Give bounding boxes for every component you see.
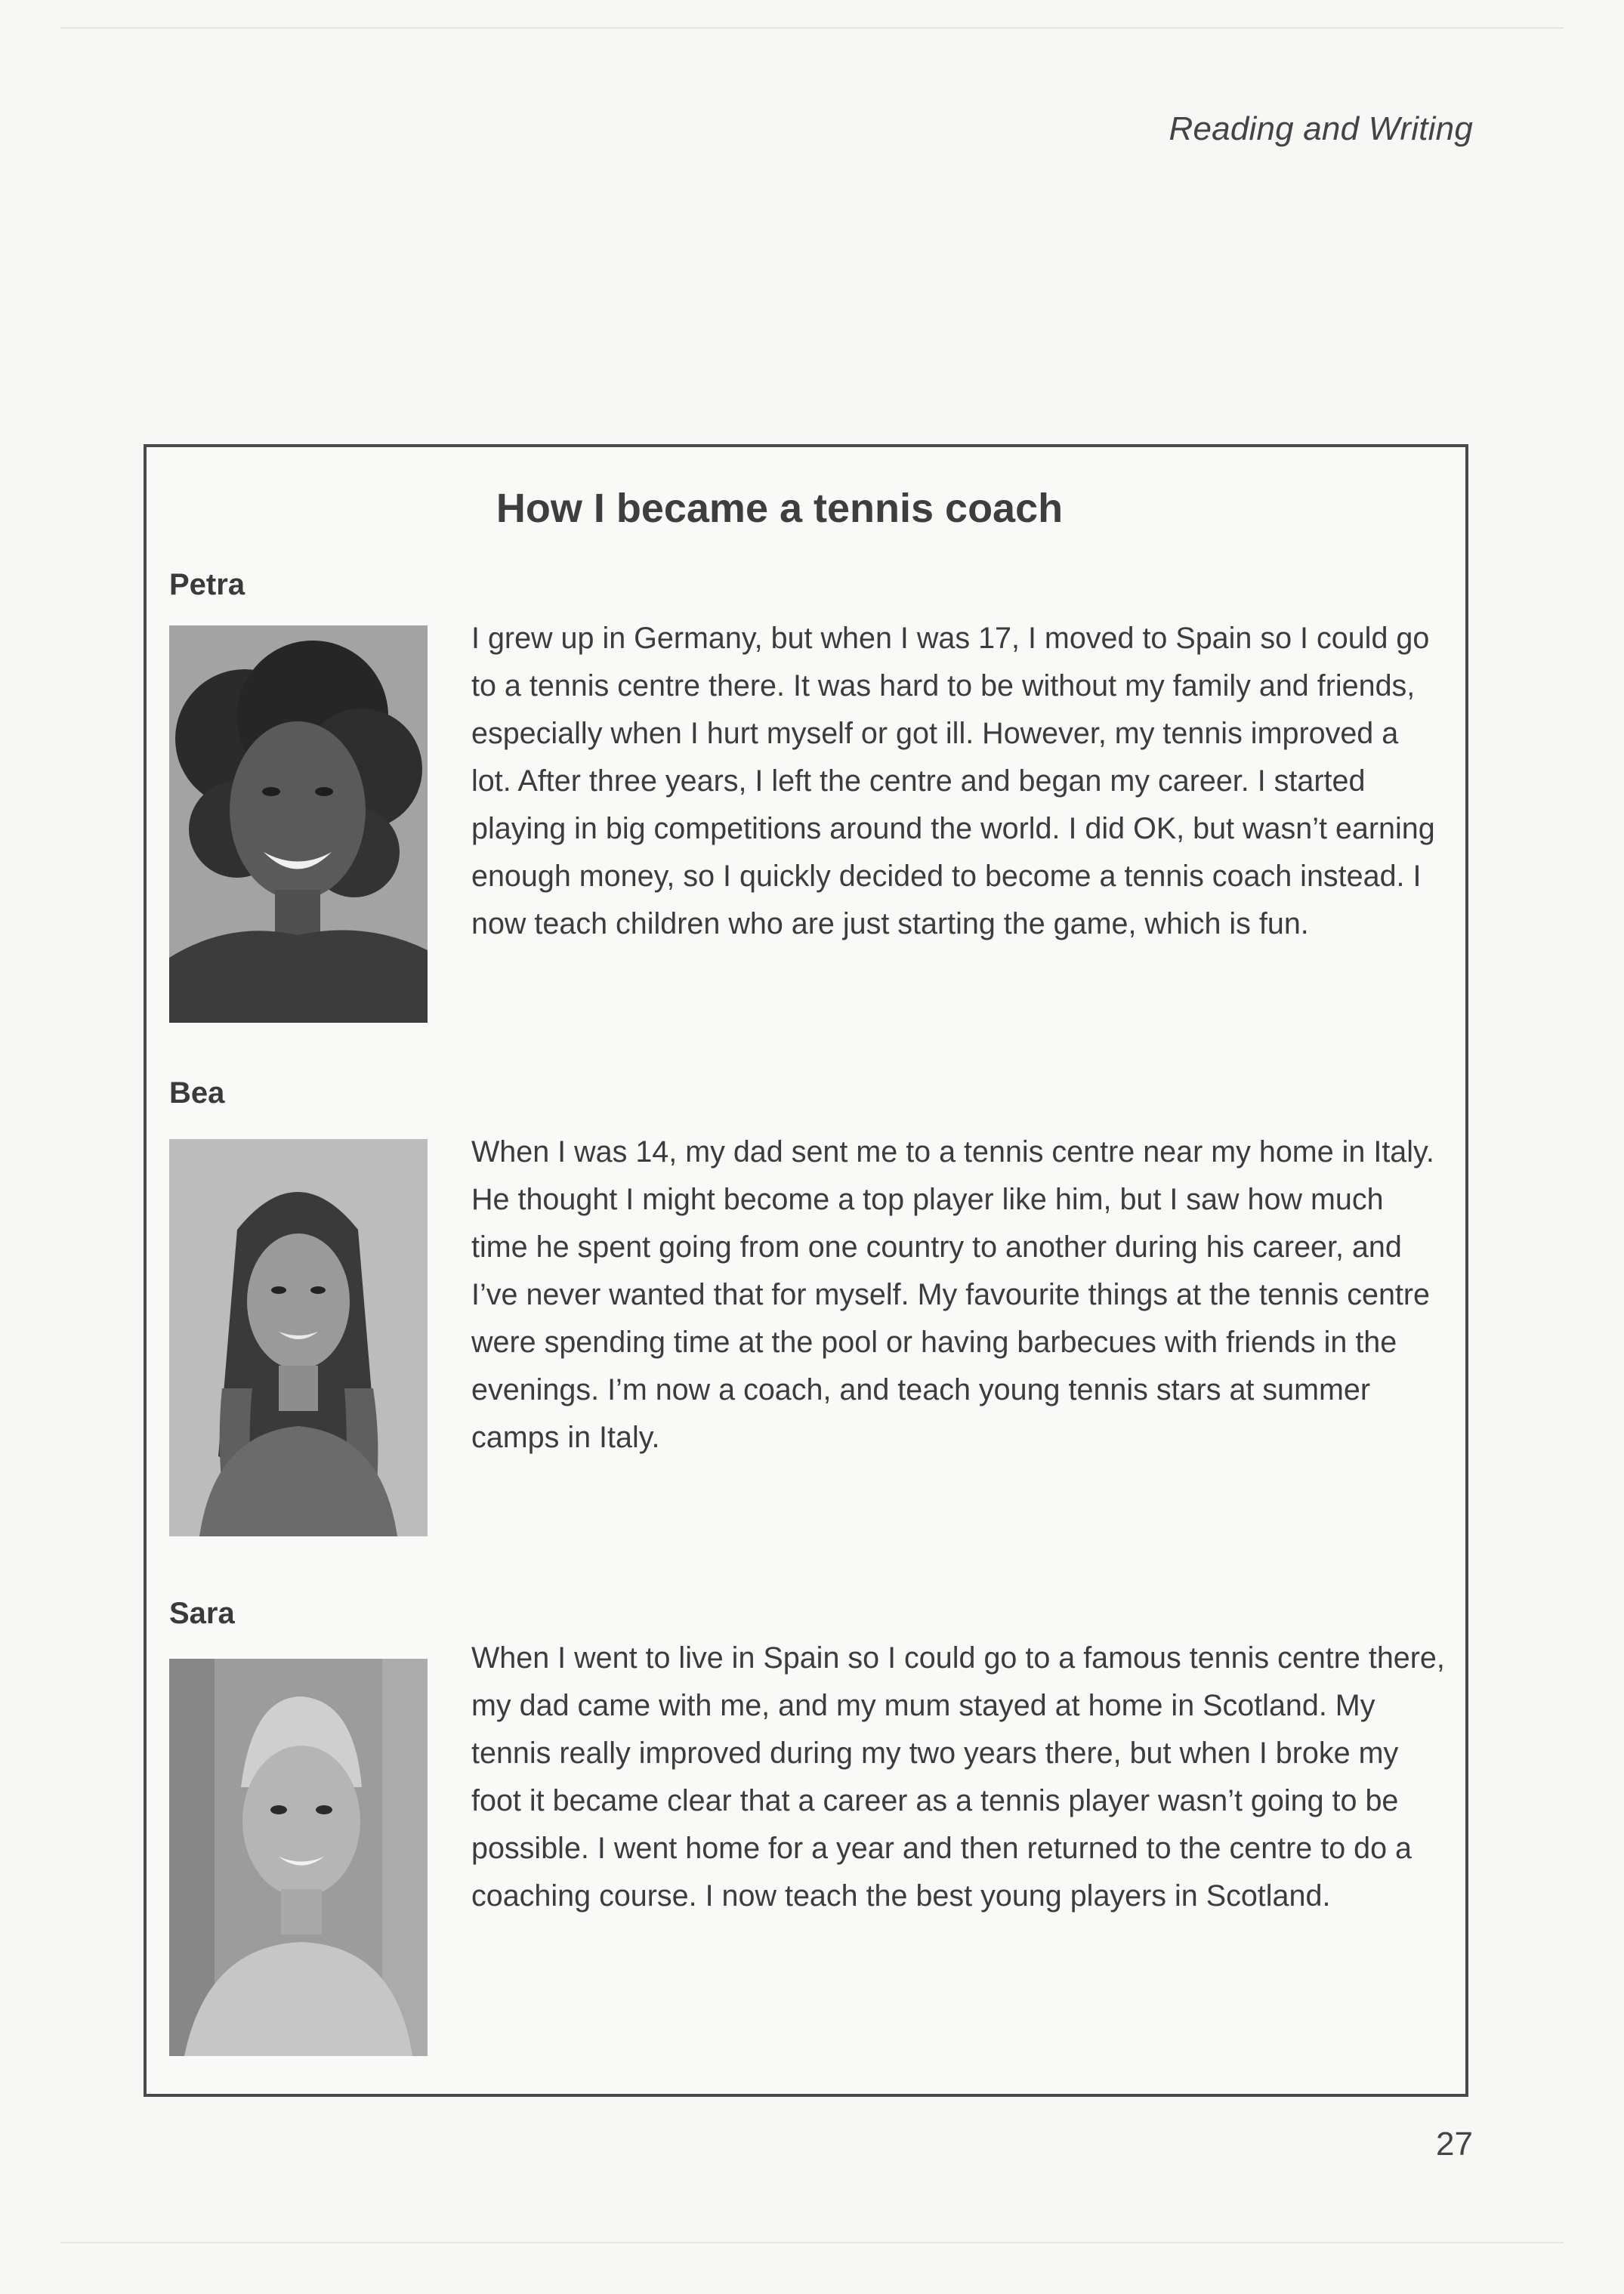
bio-petra: I grew up in Germany, but when I was 17, I moved to Spain so I could go to a tennis centre there. It was hard to be without my family and friends, especially when I hurt myself or got ill. However, my tennis improved a lot. After three years, I left the centre and began my career. I started playing in big competitions around the world. I did OK, but wasn’t earning enough money, so I quickly decided to become a tennis coach instead. I now teach children who are just starting the game, which is fun. (471, 622, 1435, 940)
portrait-long-wavy-hair-icon (169, 1139, 428, 1536)
page-number: 27 (1436, 2126, 1473, 2163)
bio-bea: When I was 14, my dad sent me to a tennis centre near my home in Italy. He thought I might become a top player like him, but I saw how much time he spent going from one country to another during his career, and I’ve never wanted that for myself. My favourite things at the tennis centre were spending time at the pool or having barbecues with friends in the evenings. I’m now a coach, and teach young tennis stars at summer camps in Italy. (471, 1135, 1434, 1454)
section-header: Reading and Writing (1169, 110, 1473, 147)
scan-edge-bottom (60, 2242, 1564, 2243)
person-name-sara: Sara (169, 1597, 235, 1630)
portrait-sara (169, 1659, 428, 2056)
scan-edge-top (60, 27, 1564, 29)
portrait-curly-hair-icon (169, 625, 428, 1023)
portrait-hair-tied-back-icon (169, 1659, 428, 2056)
person-name-petra: Petra (169, 568, 245, 601)
article-box (144, 444, 1468, 2097)
bio-sara: When I went to live in Spain so I could go to a famous tennis centre there, my dad came with me, and my mum stayed at home in Scotland. My tennis really improved during my two years there, but when I broke my foot it became clear that a career as a tennis player wasn’t going to be possible. I went home for a year and then returned to the centre to do a coaching course. I now teach the best young players in Scotland. (471, 1641, 1445, 1913)
portrait-bea (169, 1139, 428, 1536)
portrait-petra (169, 625, 428, 1023)
article-title: How I became a tennis coach (496, 486, 1064, 531)
person-name-bea: Bea (169, 1076, 225, 1110)
